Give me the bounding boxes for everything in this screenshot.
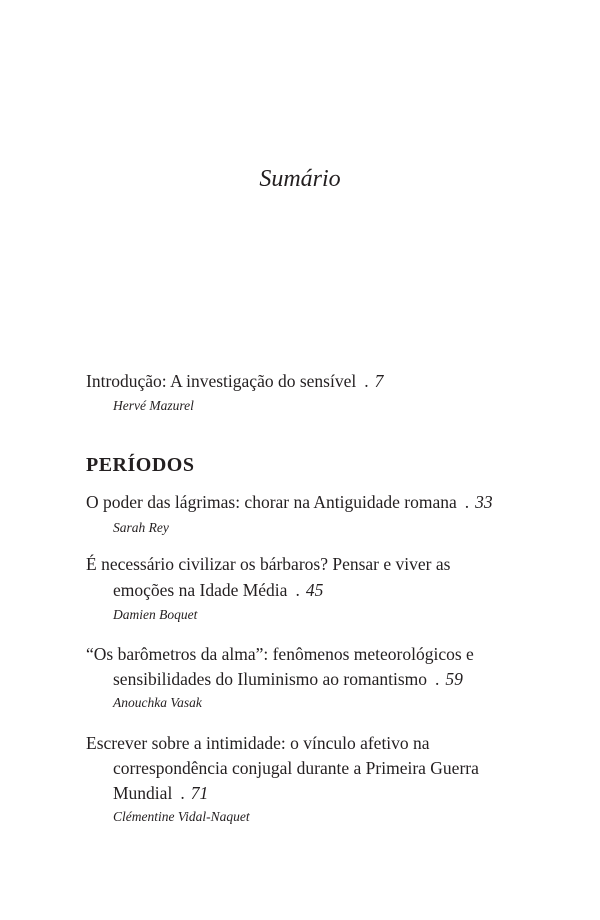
page-title: Sumário xyxy=(259,166,341,192)
page-number: 59 xyxy=(445,669,463,689)
entry-title: Introdução: A investigação do sensível xyxy=(86,371,357,391)
page-number: 7 xyxy=(374,371,384,391)
entry-author: Damien Boquet xyxy=(113,607,198,622)
section-heading: PERÍODOS xyxy=(86,454,195,476)
toc-entry[interactable] xyxy=(113,783,208,803)
separator: . xyxy=(435,669,440,689)
toc-entry-intro[interactable] xyxy=(86,371,383,391)
toc-entry-line[interactable]: “Os barômetros da alma”: fenômenos meteorológicos e xyxy=(86,644,474,664)
toc-entry[interactable] xyxy=(86,492,493,512)
entry-author: Hervé Mazurel xyxy=(113,398,194,413)
separator: . xyxy=(295,580,300,600)
entry-title: emoções na Idade Média xyxy=(113,580,288,600)
entry-title: Mundial xyxy=(113,783,173,803)
toc-entry-line[interactable]: correspondência conjugal durante a Primeira Guerra xyxy=(113,758,479,778)
entry-author: Anouchka Vasak xyxy=(113,695,202,710)
separator: . xyxy=(364,371,369,391)
separator: . xyxy=(180,783,185,803)
entry-author: Clémentine Vidal-Naquet xyxy=(113,809,250,824)
entry-title: O poder das lágrimas: chorar na Antiguidade romana xyxy=(86,492,457,512)
toc-entry[interactable] xyxy=(113,669,463,689)
entry-author: Sarah Rey xyxy=(113,520,169,535)
separator: . xyxy=(464,492,470,512)
page-number: 33 xyxy=(475,492,493,512)
toc-entry-line[interactable]: Escrever sobre a intimidade: o vínculo afetivo na xyxy=(86,733,430,753)
toc-entry[interactable] xyxy=(113,580,323,600)
toc-entry-line[interactable]: É necessário civilizar os bárbaros? Pensar e viver as xyxy=(86,554,451,574)
page-number: 71 xyxy=(190,783,209,803)
page-number: 45 xyxy=(305,580,324,600)
entry-title: sensibilidades do Iluminismo ao romantismo xyxy=(113,669,428,689)
